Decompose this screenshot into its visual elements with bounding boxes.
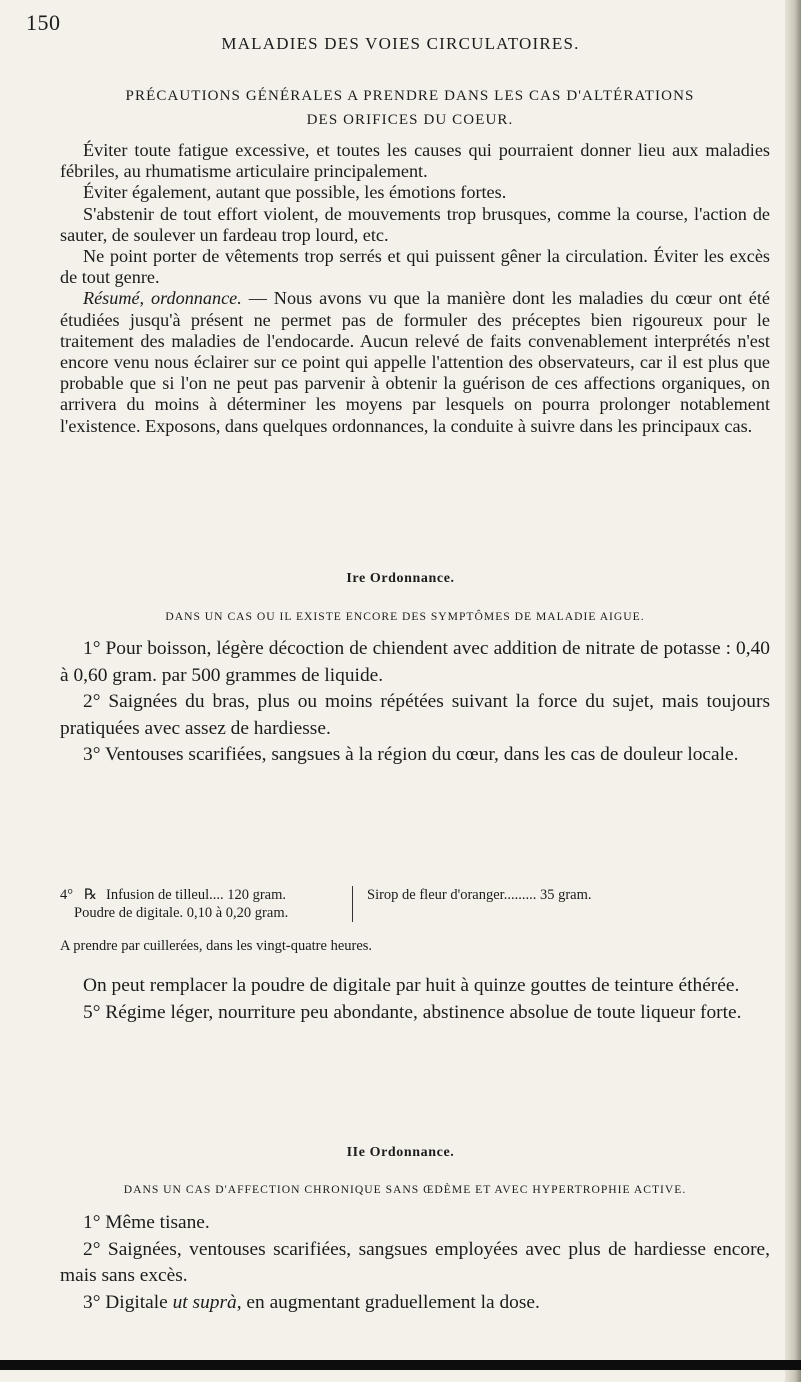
list-item: 1° Même tisane.	[83, 1212, 210, 1233]
resume-paragraph	[60, 288, 770, 436]
recipe-ingredient: Poudre de digitale. 0,10 à 0,20 gram.	[74, 905, 289, 921]
section-heading-line2: DES ORIFICES DU COEUR.	[306, 112, 514, 128]
running-head: MALADIES DES VOIES CIRCULATOIRES.	[221, 34, 580, 53]
recipe-number: 4°	[60, 887, 74, 903]
recipe-divider	[352, 886, 367, 922]
list-item: 1° Pour boisson, légère décoction de chiendent avec addition de nitrate de potasse : 0,40 à 0,60 gram. par 500 grammes de liquide.	[60, 638, 770, 686]
list-item: 3° Digitale ut suprà, en augmentant graduellement la dose.	[83, 1291, 540, 1313]
list-item: 3° Ventouses scarifiées, sangsues à la région du cœur, dans les cas de douleur locale.	[83, 744, 739, 765]
page-edge	[785, 0, 801, 1382]
ordonnance-1-items	[60, 636, 770, 769]
bottom-rule	[0, 1360, 801, 1370]
resume-label: Résumé, ordonnance.	[83, 288, 242, 309]
intro-paragraph: S'abstenir de tout effort violent, de mouvements trop brusques, comme la course, l'action de sauter, de soulever un fardeau trop lourd, etc.	[60, 203, 770, 245]
ordonnance-1-subtitle: DANS UN CAS OU IL EXISTE ENCORE DES SYMPTÔMES DE MALADIE AIGUE.	[165, 610, 645, 623]
ordonnance-1-title: Ire Ordonnance.	[346, 571, 455, 586]
intro-paragraph: Éviter toute fatigue excessive, et toutes les causes qui pourraient donner lieu aux maladies fébriles, au rhumatisme articulaire principalement.	[60, 140, 770, 182]
list-item: 2° Saignées, ventouses scarifiées, sangsues employées avec plus de hardiesse encore, mais sans excès.	[60, 1238, 770, 1286]
ordonnance-2-title: IIe Ordonnance.	[346, 1145, 455, 1160]
ordonnance-2-items	[60, 1210, 770, 1316]
page-number: 150	[26, 10, 61, 35]
recipe-ingredient: Sirop de fleur d'oranger......... 35 gram.	[367, 887, 592, 903]
intro-text	[60, 140, 770, 437]
recipe-instruction: A prendre par cuillerées, dans les vingt-quatre heures.	[60, 938, 373, 954]
intro-paragraph: Ne point porter de vêtements trop serrés et qui puissent gêner la circulation. Éviter les excès de tout genre.	[60, 246, 770, 288]
list-item: 2° Saignées du bras, plus ou moins répétées suivant la force du sujet, mais toujours pratiquées avec assez de hardiesse.	[60, 691, 770, 739]
intro-paragraph: Éviter également, autant que possible, les émotions fortes.	[83, 182, 507, 203]
ordonnance-1-after	[60, 973, 770, 1026]
recipe-ingredient: Infusion de tilleul.... 120 gram.	[106, 887, 287, 903]
section-heading-line1: PRÉCAUTIONS GÉNÉRALES A PRENDRE DANS LES CAS D'ALTÉRATIONS	[125, 88, 695, 104]
resume-text: — Nous avons vu que la manière dont les maladies du cœur ont été étudiées jusqu'à présent ne permet pas de formuler des préceptes bien rigoureux pour le traitement des maladies de l'endocarde. Aucun relevé de faits convenablement interprétés n'est encore venu nous éclairer sur ce point qui appelle l'attention des observateurs, car il est plus que probable que si l'on ne peut pas parvenir à obtenir la guérison de ces affections organiques, on arrivera du moins à déterminer les moyens par lesquels on pourra prolonger notablement l'existence. Exposons, dans quelques ordonnances, la conduite à suivre dans les principaux cas.	[60, 288, 770, 436]
recipe-symbol: ℞	[84, 887, 97, 903]
ordonnance-2-subtitle: DANS UN CAS D'AFFECTION CHRONIQUE SANS ŒDÈME ET AVEC HYPERTROPHIE ACTIVE.	[123, 1183, 687, 1196]
list-item: On peut remplacer la poudre de digitale par huit à quinze gouttes de teinture éthérée.	[83, 975, 740, 996]
list-item: 5° Régime léger, nourriture peu abondante, abstinence absolue de toute liqueur forte.	[83, 1001, 742, 1023]
section-heading	[60, 84, 760, 132]
recipe	[60, 886, 770, 922]
